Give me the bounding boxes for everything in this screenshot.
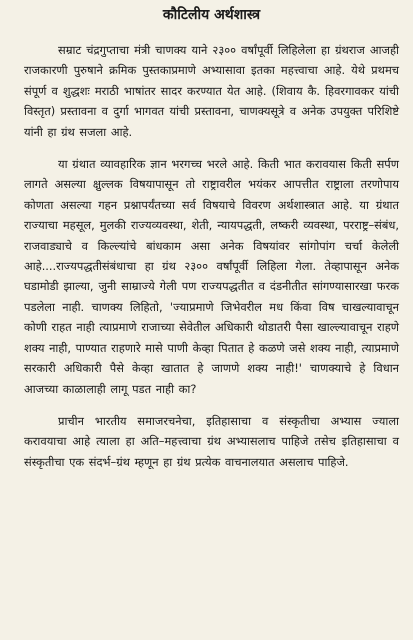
paragraph-importance: प्राचीन भारतीय समाजरचनेचा, इतिहासाचा व संस्कृतीचा अभ्यास ज्याला करावयाचा आहे त्याला हा अति–महत्त्वाचा ग्रंथ अभ्यासलाच पाहिजे तसेच इतिहासाचा व संस्कृतीचा एक संदर्भ–ग्रंथ म्हणून हा ग्रंथ प्रत्येक वाचनालयात असलाच पाहिजे. bbox=[24, 413, 399, 469]
paragraph-content: या ग्रंथात व्यावहारिक ज्ञान भरगच्च भरले आहे. किती भात करावयास किती सर्पण लागते असल्या क्षुल्लक विषयापासून तो राष्ट्रावरील भयंकर आपत्तीत राष्ट्राला तरणोपाय कोणता असल्या गहन प्रश्नापर्यंतच्या सर्व विषयाचे विवरण अर्थशास्त्रात आहे. या ग्रंथात राज्याचा महसूल, मुलकी राज्यव्यवस्था, शेती, न्यायपद्धती, लष्करी व्यवस्था, परराष्ट्र–संबंध, राजवाड्याचे व किल्ल्यांचे बांधकाम असा अनेक विषयांवर सांगोपांग चर्चा केलेली आहे....राज्यपद्धतीसंबंधाचा हा ग्रंथ २३०० वर्षांपूर्वी लिहिला गेला. तेव्हापासून अनेक घडामोडी झाल्या, जुनी साम्राज्ये गेली पण राज्यपद्धतीत व दंडनीतीत सांगण्यासारखा फरक पडलेला नाही. चाणक्य लिहितो, 'ज्याप्रमाणे जिभेवरील मध किंवा विष चाखल्यावाचून कोणी राहत नाही त्याप्रमाणे राजाच्या सेवेतील अधिकारी थोडातरी पैसा खाल्ल्यावाचून राहणे शक्य नाही, पाण्यात राहणारे मासे पाणी केव्हा पितात हे कळणे जसे शक्य नाही, त्याप्रमाणे सरकारी अधिकारी पैसे केव्हा खातात हे जाणणे शक्य नाही!' चाणक्याचे हे विधान आजच्या काळालाही लागू पडत नाही का? bbox=[24, 157, 399, 396]
paragraph-intro: सम्राट चंद्रगुप्ताचा मंत्री चाणक्य याने २३०० वर्षांपूर्वी लिहिलेला हा ग्रंथराज आजही राजकारणी पुरुषाने क्रमिक पुस्तकाप्रमाणे अभ्यासावा इतका महत्त्वाचा आहे. येथे प्रथमच संपूर्ण व शुद्धशः मराठी भाषांतर सादर करण्यात येत आहे. (शिवाय कै. हिवरगावकर यांची विस्तृत) प्रस्तावना व दुर्गा भागवत यांची प्रस्तावना, चाणक्यसूत्रे व अनेक उपयुक्त परिशिष्टे यांनी हा ग्रंथ सजला आहे. bbox=[24, 43, 399, 139]
document-title: कौटिलीय अर्थशास्त्र bbox=[162, 7, 261, 23]
